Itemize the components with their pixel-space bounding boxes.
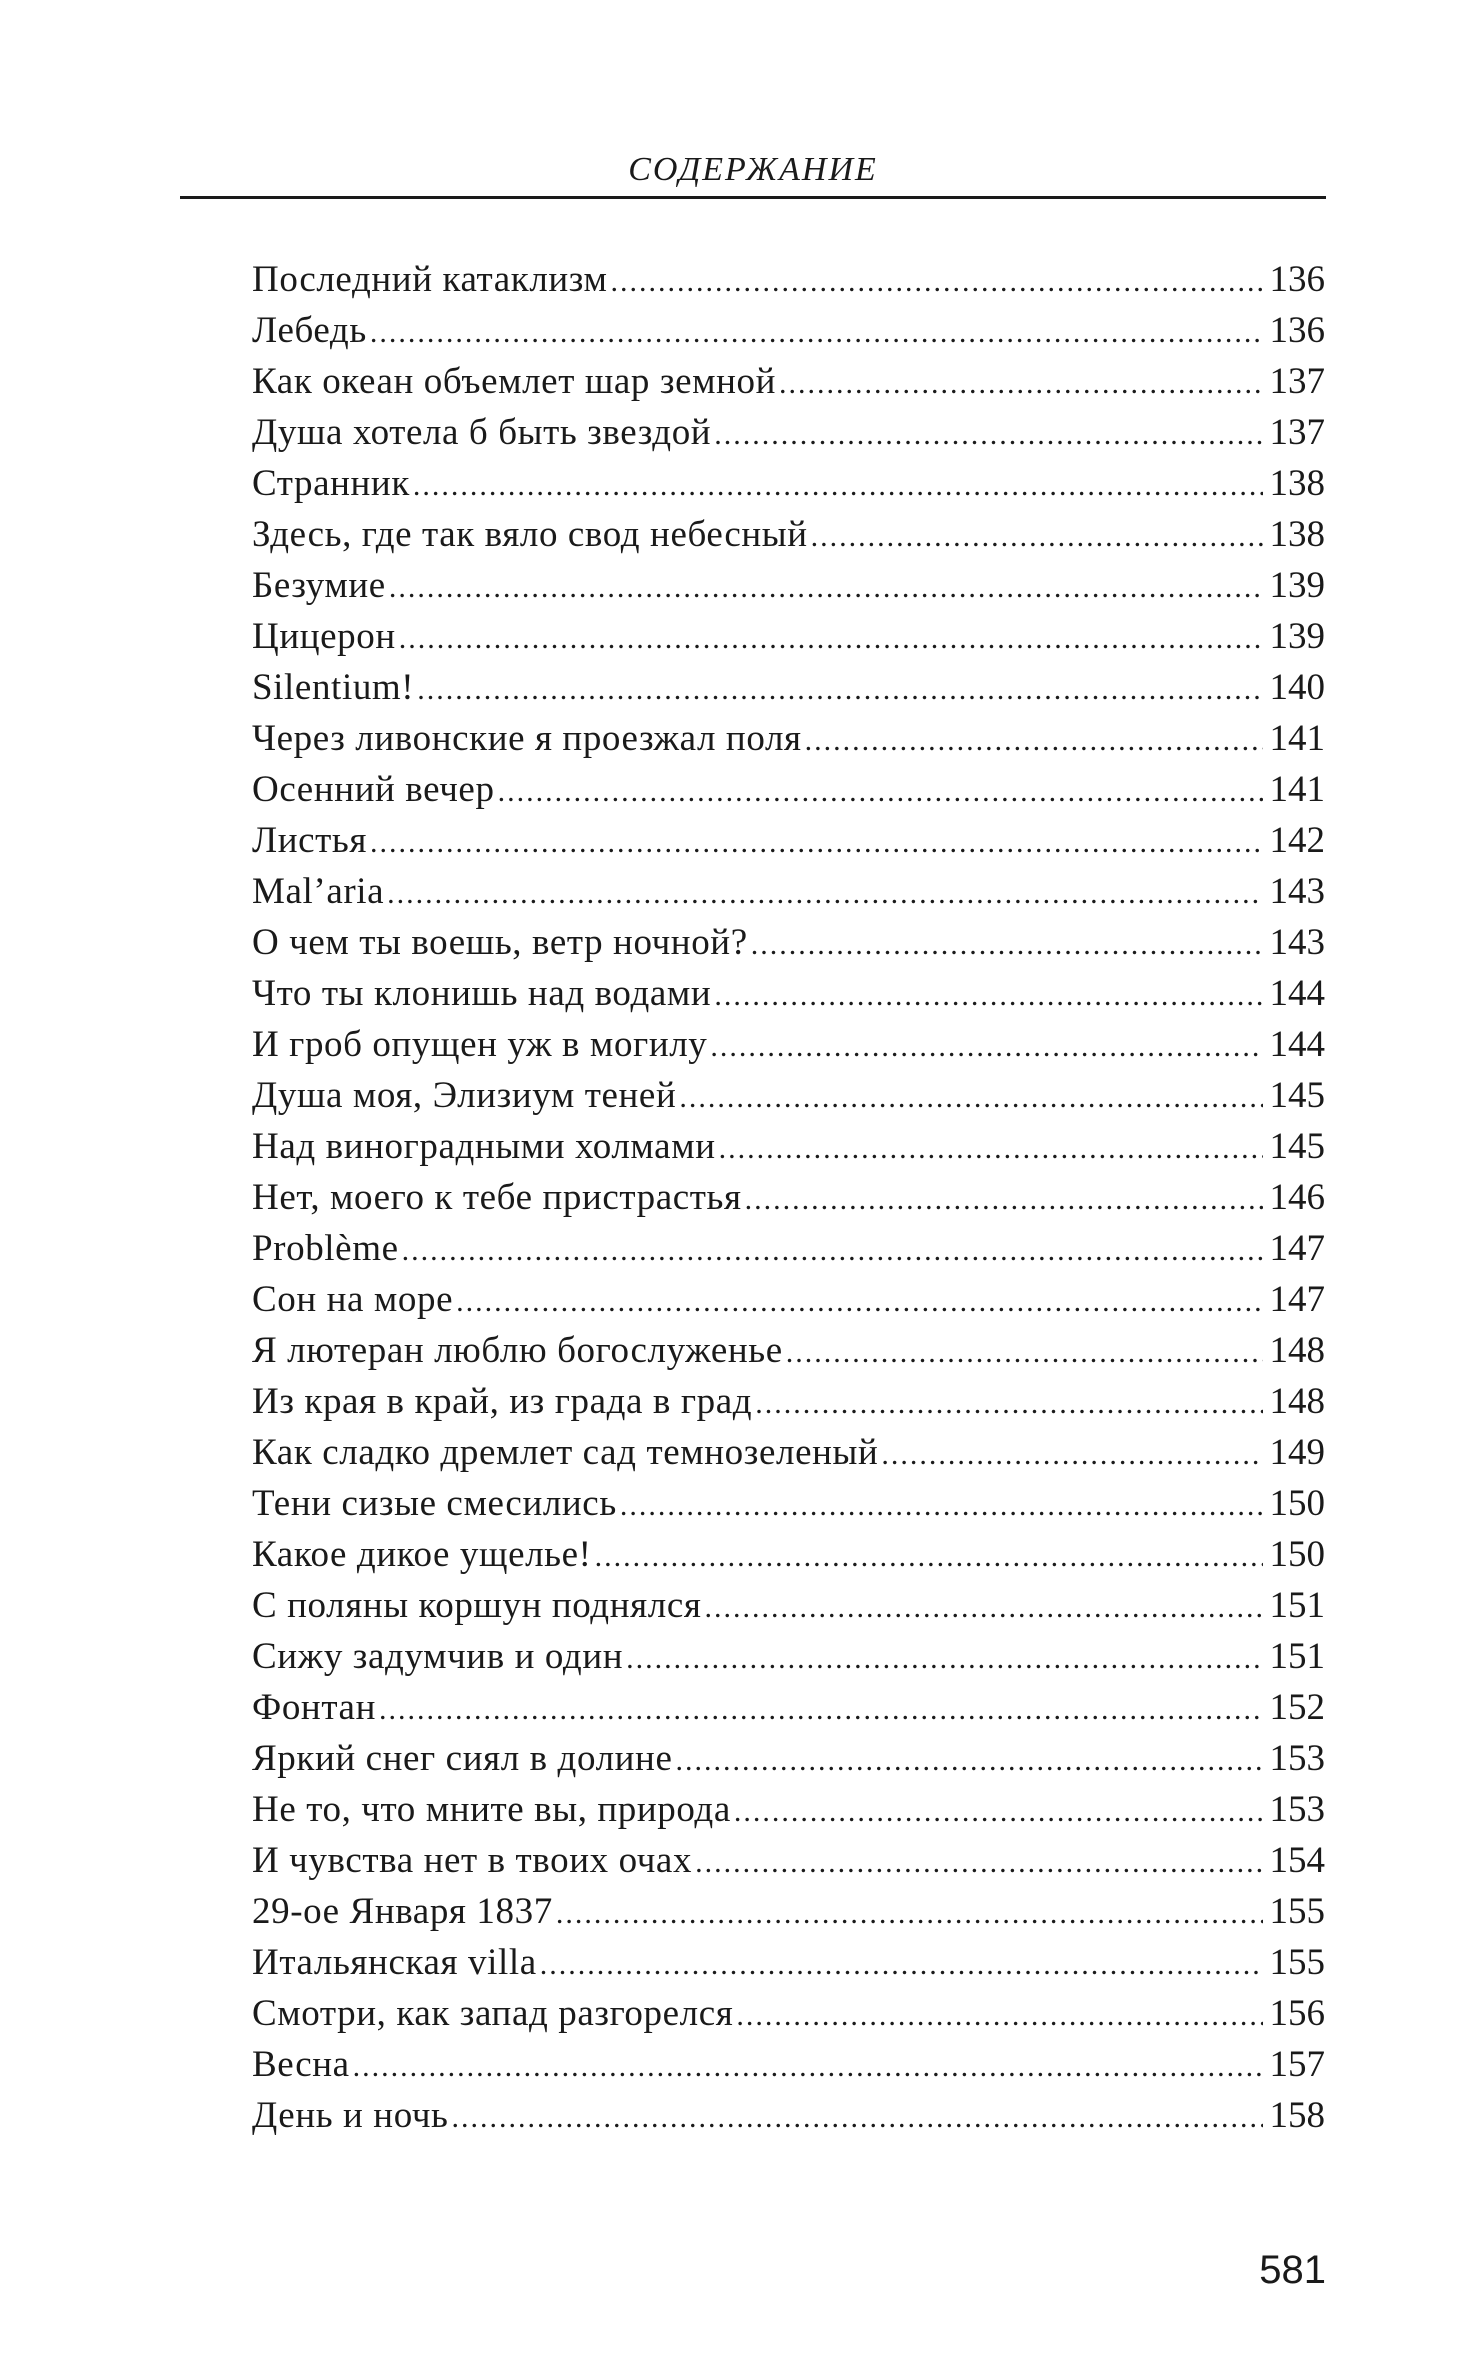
toc-dot-leader (881, 1429, 1263, 1478)
toc-entry-title: Сижу задумчив и один (252, 1636, 624, 1677)
toc-dot-leader (734, 1786, 1263, 1835)
toc-entry-page: 141 (1269, 718, 1325, 759)
toc-entry (252, 1886, 1325, 1937)
toc-entry-title: Из края в край, из града в град (252, 1381, 753, 1422)
toc-dot-leader (611, 256, 1263, 305)
toc-entry-title: И чувства нет в твоих очах (252, 1840, 693, 1881)
toc-entry (252, 866, 1325, 917)
toc-dot-leader (498, 766, 1263, 815)
toc-entry (252, 458, 1325, 509)
toc-entry-title: Нет, моего к тебе пристрастья (252, 1177, 742, 1218)
toc-entry (252, 815, 1325, 866)
toc-entry (252, 662, 1325, 713)
page-number: 581 (1259, 2248, 1326, 2292)
toc-entry (252, 1529, 1325, 1580)
toc-dot-leader (399, 613, 1263, 662)
toc-entry-page: 151 (1269, 1636, 1325, 1677)
toc-dot-leader (417, 664, 1263, 713)
toc-entry-page: 147 (1269, 1279, 1325, 1320)
toc-entry (252, 1937, 1325, 1988)
toc-dot-leader (704, 1582, 1263, 1631)
toc-entry-title: Яркий снег сиял в долине (252, 1738, 673, 1779)
toc-entry-page: 155 (1269, 1942, 1325, 1983)
toc-entry (252, 1580, 1325, 1631)
toc-entry-title: Problème (252, 1228, 399, 1269)
toc-entry-title: 29-ое Января 1837 (252, 1891, 553, 1932)
toc-dot-leader (620, 1480, 1263, 1529)
toc-dot-leader (353, 2041, 1263, 2090)
toc-entry-page: 155 (1269, 1891, 1325, 1932)
toc-entry (252, 1988, 1325, 2039)
toc-entry (252, 1019, 1325, 1070)
toc-dot-leader (595, 1531, 1263, 1580)
toc-entry-page: 137 (1269, 412, 1325, 453)
toc-dot-leader (710, 1021, 1263, 1070)
toc-entry-title: День и ночь (252, 2095, 449, 2136)
toc-entry-page: 153 (1269, 1738, 1325, 1779)
toc-entry-page: 149 (1269, 1432, 1325, 1473)
toc-entry (252, 713, 1325, 764)
toc-dot-leader (626, 1633, 1263, 1682)
toc-dot-leader (745, 1174, 1263, 1223)
toc-entry-page: 142 (1269, 820, 1325, 861)
toc-entry-page: 152 (1269, 1687, 1325, 1728)
toc-entry-page: 148 (1269, 1381, 1325, 1422)
toc-dot-leader (370, 817, 1263, 866)
toc-entry-page: 138 (1269, 514, 1325, 555)
toc-entry-page: 151 (1269, 1585, 1325, 1626)
toc-entry-title: Душа моя, Элизиум теней (252, 1075, 677, 1116)
toc-entry-page: 145 (1269, 1126, 1325, 1167)
toc-entry-title: Что ты клонишь над водами (252, 973, 712, 1014)
toc-entry (252, 968, 1325, 1019)
toc-entry-page: 136 (1269, 310, 1325, 351)
toc-entry (252, 1631, 1325, 1682)
toc-entry-page: 140 (1269, 667, 1325, 708)
toc-dot-leader (387, 868, 1263, 917)
toc-entry-title: Лебедь (252, 310, 367, 351)
toc-dot-leader (413, 460, 1263, 509)
toc-entry-title: Как сладко дремлет сад темнозеленый (252, 1432, 879, 1473)
toc-entry-page: 158 (1269, 2095, 1325, 2136)
toc-entry-page: 156 (1269, 1993, 1325, 2034)
toc-entry-page: 138 (1269, 463, 1325, 504)
toc-dot-leader (556, 1888, 1263, 1937)
toc-entry-title: Какое дикое ущелье! (252, 1534, 592, 1575)
toc-entry-title: Тени сизые смесились (252, 1483, 617, 1524)
toc-dot-leader (736, 1990, 1263, 2039)
toc-dot-leader (675, 1735, 1263, 1784)
toc-entry-title: Silentium! (252, 667, 415, 708)
toc-entry (252, 1835, 1325, 1886)
toc-entry (252, 1478, 1325, 1529)
toc-entry-page: 150 (1269, 1483, 1325, 1524)
toc-dot-leader (379, 1684, 1263, 1733)
toc-entry-title: Я лютеран люблю богослуженье (252, 1330, 783, 1371)
toc-dot-leader (751, 919, 1263, 968)
toc-entry (252, 509, 1325, 560)
toc-entry-page: 148 (1269, 1330, 1325, 1371)
toc-entry-title: Над виноградными холмами (252, 1126, 716, 1167)
toc-dot-leader (719, 1123, 1263, 1172)
toc-entry-page: 143 (1269, 871, 1325, 912)
table-of-contents (252, 254, 1325, 2141)
header-rule (180, 196, 1326, 199)
toc-entry-title: Осенний вечер (252, 769, 495, 810)
toc-entry-page: 143 (1269, 922, 1325, 963)
toc-entry-title: Весна (252, 2044, 350, 2085)
toc-dot-leader (805, 715, 1263, 764)
toc-entry (252, 356, 1325, 407)
toc-dot-leader (811, 511, 1263, 560)
toc-entry-page: 136 (1269, 259, 1325, 300)
toc-entry (252, 1274, 1325, 1325)
running-head: СОДЕРЖАНИЕ (628, 151, 878, 188)
toc-dot-leader (456, 1276, 1263, 1325)
toc-entry (252, 1784, 1325, 1835)
toc-entry-page: 137 (1269, 361, 1325, 402)
toc-dot-leader (452, 2092, 1263, 2141)
toc-entry-title: Цицерон (252, 616, 396, 657)
toc-entry-page: 145 (1269, 1075, 1325, 1116)
toc-entry-title: О чем ты воешь, ветр ночной? (252, 922, 748, 963)
toc-entry (252, 254, 1325, 305)
toc-entry-title: Фонтан (252, 1687, 376, 1728)
toc-entry-title: Как океан объемлет шар земной (252, 361, 777, 402)
toc-entry-title: Листья (252, 820, 367, 861)
toc-entry-page: 144 (1269, 1024, 1325, 1065)
toc-entry (252, 1223, 1325, 1274)
toc-entry-title: Душа хотела б быть звездой (252, 412, 712, 453)
toc-entry-page: 157 (1269, 2044, 1325, 2085)
toc-dot-leader (755, 1378, 1263, 1427)
toc-entry (252, 1070, 1325, 1121)
toc-entry-title: С поляны коршун поднялся (252, 1585, 702, 1626)
toc-entry-page: 144 (1269, 973, 1325, 1014)
toc-dot-leader (695, 1837, 1263, 1886)
toc-entry-title: Не то, что мните вы, природа (252, 1789, 731, 1830)
toc-entry (252, 1682, 1325, 1733)
toc-dot-leader (370, 307, 1263, 356)
toc-entry-page: 147 (1269, 1228, 1325, 1269)
toc-entry-title: Сон на море (252, 1279, 454, 1320)
toc-dot-leader (714, 970, 1263, 1019)
toc-entry-page: 146 (1269, 1177, 1325, 1218)
toc-entry (252, 1325, 1325, 1376)
toc-entry (252, 560, 1325, 611)
toc-entry (252, 2090, 1325, 2141)
toc-entry-page: 139 (1269, 616, 1325, 657)
toc-entry-page: 139 (1269, 565, 1325, 606)
toc-dot-leader (779, 358, 1263, 407)
toc-entry-title: И гроб опущен уж в могилу (252, 1024, 708, 1065)
toc-entry-page: 154 (1269, 1840, 1325, 1881)
toc-entry-title: Через ливонские я проезжал поля (252, 718, 802, 759)
toc-entry (252, 1733, 1325, 1784)
toc-entry (252, 917, 1325, 968)
toc-dot-leader (679, 1072, 1263, 1121)
toc-entry (252, 2039, 1325, 2090)
toc-dot-leader (402, 1225, 1263, 1274)
toc-entry (252, 1427, 1325, 1478)
toc-entry-title: Последний катаклизм (252, 259, 608, 300)
toc-entry-title: Итальянская villa (252, 1942, 537, 1983)
toc-entry (252, 764, 1325, 815)
toc-entry (252, 1172, 1325, 1223)
toc-entry (252, 305, 1325, 356)
toc-dot-leader (540, 1939, 1263, 1988)
toc-dot-leader (714, 409, 1263, 458)
toc-entry-title: Смотри, как запад разгорелся (252, 1993, 734, 2034)
toc-entry-page: 153 (1269, 1789, 1325, 1830)
toc-entry (252, 1376, 1325, 1427)
toc-entry (252, 407, 1325, 458)
toc-dot-leader (786, 1327, 1263, 1376)
toc-entry-title: Mal’aria (252, 871, 385, 912)
toc-dot-leader (389, 562, 1263, 611)
toc-entry-title: Безумие (252, 565, 386, 606)
toc-entry-page: 150 (1269, 1534, 1325, 1575)
toc-entry-page: 141 (1269, 769, 1325, 810)
toc-entry (252, 1121, 1325, 1172)
toc-entry-title: Странник (252, 463, 410, 504)
toc-entry-title: Здесь, где так вяло свод небесный (252, 514, 808, 555)
toc-entry (252, 611, 1325, 662)
